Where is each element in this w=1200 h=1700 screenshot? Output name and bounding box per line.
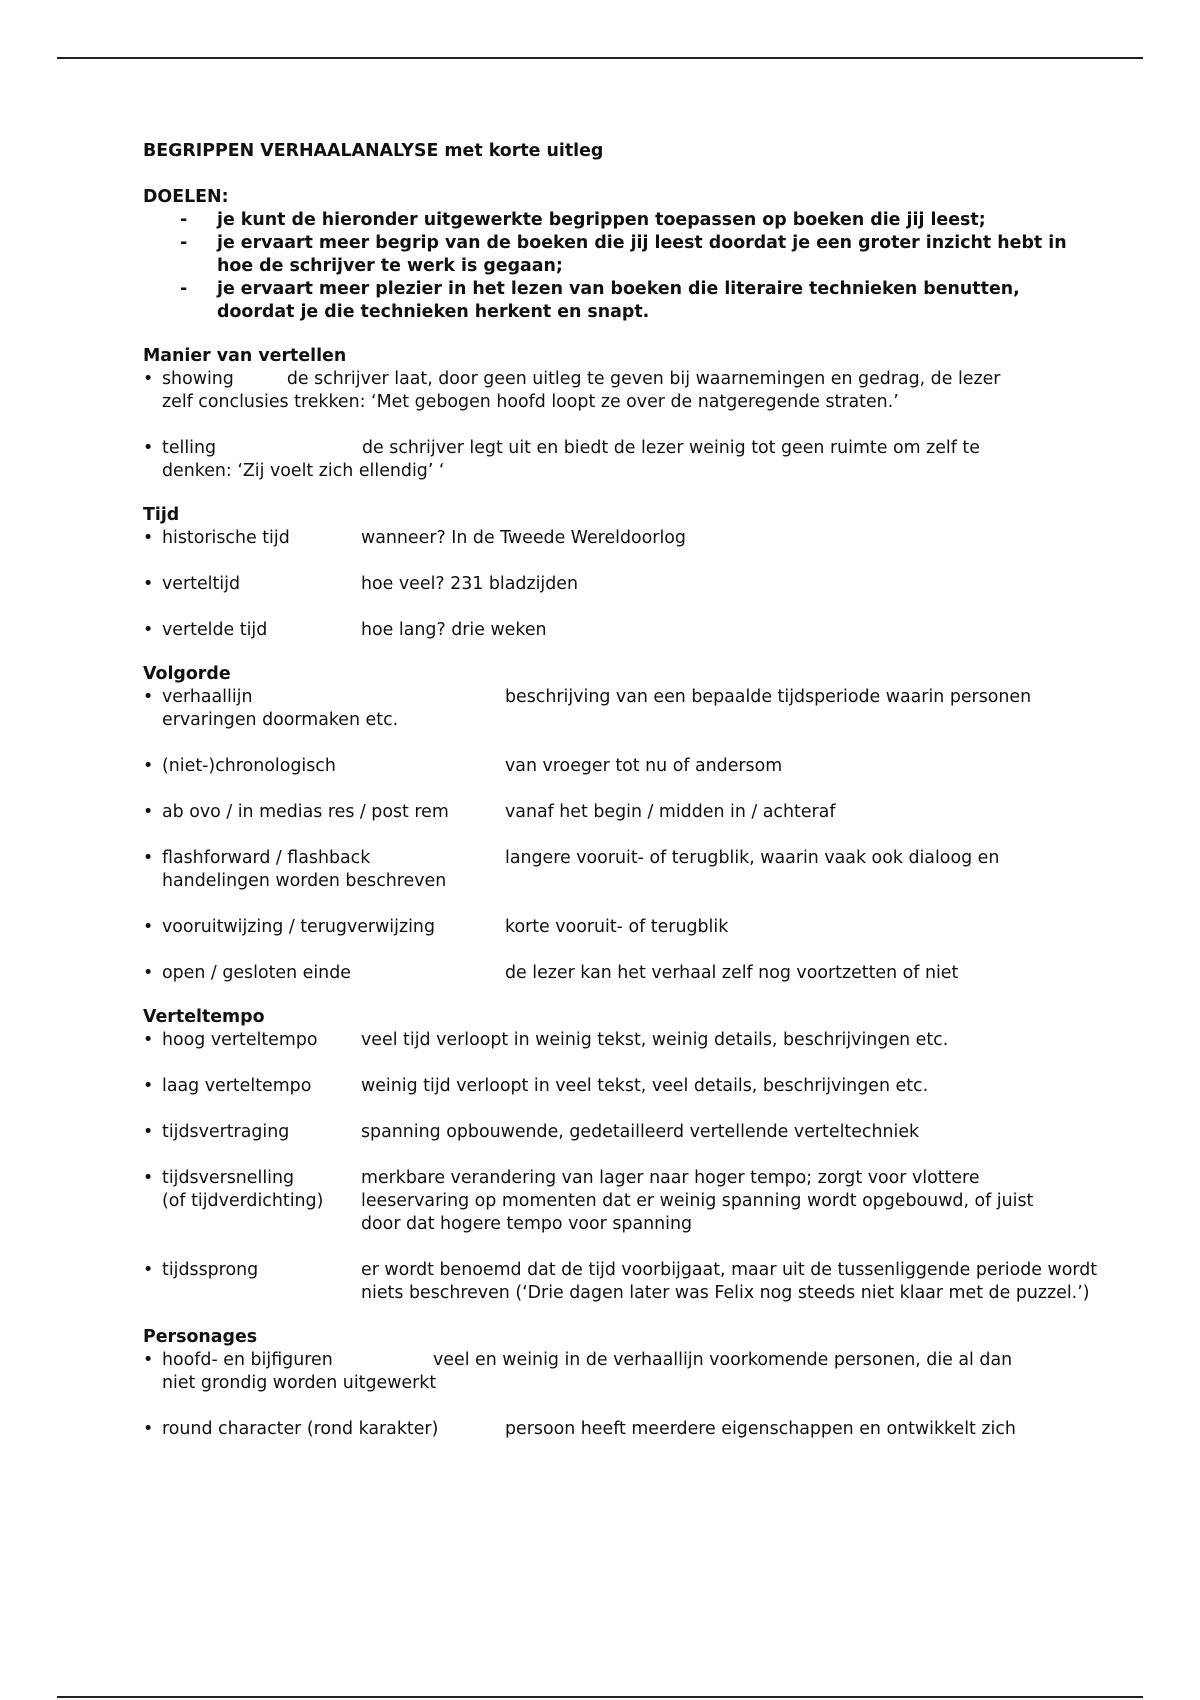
term-desc: korte vooruit- of terugblik [505,917,729,937]
bullet: • [143,528,154,548]
bullet: • [143,1350,154,1370]
bullet: • [143,620,154,640]
term-label: vertelde tijd [162,620,268,640]
term-desc: persoon heeft meerdere eigenschappen en ontwikkelt zich [505,1419,1016,1439]
term-desc-cont: handelingen worden beschreven [162,871,447,891]
term-vertelde-tijd [143,619,1103,642]
term-laag-verteltempo [143,1075,1103,1098]
bottom-rule [57,1696,1143,1698]
term-desc: langere vooruit- of terugblik, waarin vaak ook dialoog en [505,848,1000,868]
term-label: hoofd- en bijfiguren [162,1350,333,1370]
term-sublabel: (of tijdverdichting) [162,1191,324,1211]
bullet: • [143,369,154,389]
term-desc: vanaf het begin / midden in / achteraf [505,802,836,822]
term-label: flashforward / flashback [162,848,371,868]
term-label: (niet-)chronologisch [162,756,336,776]
term-label: hoog verteltempo [162,1030,318,1050]
document-title: BEGRIPPEN VERHAALANALYSE met korte uitleg [143,141,604,161]
term-open-einde [143,962,1103,985]
bullet: • [143,574,154,594]
term-label: tijdssprong [162,1260,259,1280]
term-desc: beschrijving van een bepaalde tijdsperiode waarin personen [505,687,1032,707]
term-label: laag verteltempo [162,1076,312,1096]
goal-item: - je ervaart meer begrip van de boeken die jij leest doordat je een groter inzicht hebt in hoe de schrijver te werk is gegaan; [180,233,1067,276]
term-label: telling [162,438,217,458]
term-label: tijdsversnelling [162,1168,295,1188]
dash-bullet: - [180,279,188,299]
bullet: • [143,917,154,937]
term-flashforward [143,847,1103,893]
term-desc: de schrijver legt uit en biedt de lezer weinig tot geen ruimte om zelf te [362,438,980,458]
term-label: showing [162,369,234,389]
term-label: vooruitwijzing / terugverwijzing [162,917,435,937]
term-label: historische tijd [162,528,290,548]
section-heading-personages: Personages [143,1327,258,1347]
term-verteltijd [143,573,1103,596]
term-vooruitwijzing [143,916,1103,939]
term-label: round character (rond karakter) [162,1419,439,1439]
term-tijdssprong [143,1259,1103,1305]
section-heading-manier: Manier van vertellen [143,346,347,366]
bullet: • [143,1260,154,1280]
term-desc-cont: niet grondig worden uitgewerkt [162,1373,437,1393]
term-tijdsversnelling [143,1167,1103,1236]
term-desc: veel tijd verloopt in weinig tekst, weinig details, beschrijvingen etc. [361,1030,949,1050]
term-desc: de lezer kan het verhaal zelf nog voortzetten of niet [505,963,959,983]
term-desc-cont: ervaringen doormaken etc. [162,710,399,730]
term-desc: er wordt benoemd dat de tijd voorbijgaat, maar uit de tussenliggende periode wordt niets beschreven (‘Drie dagen later was Felix nog steeds niet klaar met de puzzel.’) [361,1260,1098,1303]
term-ab-ovo [143,801,1103,824]
term-telling [143,437,1103,483]
term-label: verteltijd [162,574,241,594]
term-desc: spanning opbouwende, gedetailleerd vertellende verteltechniek [361,1122,920,1142]
section-heading-tijd: Tijd [143,505,180,525]
term-round-character [143,1418,1103,1441]
term-tijdsvertraging [143,1121,1103,1144]
term-desc: de schrijver laat, door geen uitleg te geven bij waarnemingen en gedrag, de lezer [286,369,1001,389]
dash-bullet: - [180,233,188,253]
bullet: • [143,1122,154,1142]
term-desc: veel en weinig in de verhaallijn voorkomende personen, die al dan [433,1350,1013,1370]
term-label: verhaallijn [162,687,253,707]
section-heading-volgorde: Volgorde [143,664,231,684]
bullet: • [143,1076,154,1096]
section-heading-verteltempo: Verteltempo [143,1007,265,1027]
term-desc: wanneer? In de Tweede Wereldoorlog [361,528,686,548]
document-page [143,140,1103,1441]
bullet: • [143,438,154,458]
top-rule [57,57,1143,59]
goal-item: - je kunt de hieronder uitgewerkte begrippen toepassen op boeken die jij leest; [180,210,986,230]
term-desc-cont: zelf conclusies trekken: ‘Met gebogen hoofd loopt ze over de natgeregende straten.’ [162,392,899,412]
goals-list [143,209,1103,324]
goals-heading: DOELEN: [143,187,229,207]
term-hoog-verteltempo [143,1029,1103,1052]
term-chronologisch [143,755,1103,778]
term-hoofd-bijfiguren [143,1349,1103,1395]
dash-bullet: - [180,210,188,230]
term-desc: weinig tijd verloopt in veel tekst, veel details, beschrijvingen etc. [361,1076,929,1096]
bullet: • [143,1168,154,1188]
term-verhaallijn [143,686,1103,732]
term-showing [143,368,1103,414]
bullet: • [143,848,154,868]
bullet: • [143,1030,154,1050]
term-historische-tijd [143,527,1103,550]
term-desc: hoe veel? 231 bladzijden [361,574,579,594]
term-label: ab ovo / in medias res / post rem [162,802,449,822]
bullet: • [143,963,154,983]
bullet: • [143,756,154,776]
term-desc-cont: denken: ‘Zij voelt zich ellendig’ ‘ [162,461,445,481]
term-desc: hoe lang? drie weken [361,620,547,640]
bullet: • [143,802,154,822]
bullet: • [143,1419,154,1439]
term-desc: van vroeger tot nu of andersom [505,756,783,776]
term-label: open / gesloten einde [162,963,351,983]
term-desc: merkbare verandering van lager naar hoger tempo; zorgt voor vlottere leeservaring op momenten dat er weinig spanning wordt opgebouwd, of juist door dat hogere tempo voor spanning [361,1168,1034,1234]
goal-item: - je ervaart meer plezier in het lezen van boeken die literaire technieken benutten, doordat je die technieken herkent en snapt. [180,279,1020,322]
bullet: • [143,687,154,707]
term-label: tijdsvertraging [162,1122,290,1142]
